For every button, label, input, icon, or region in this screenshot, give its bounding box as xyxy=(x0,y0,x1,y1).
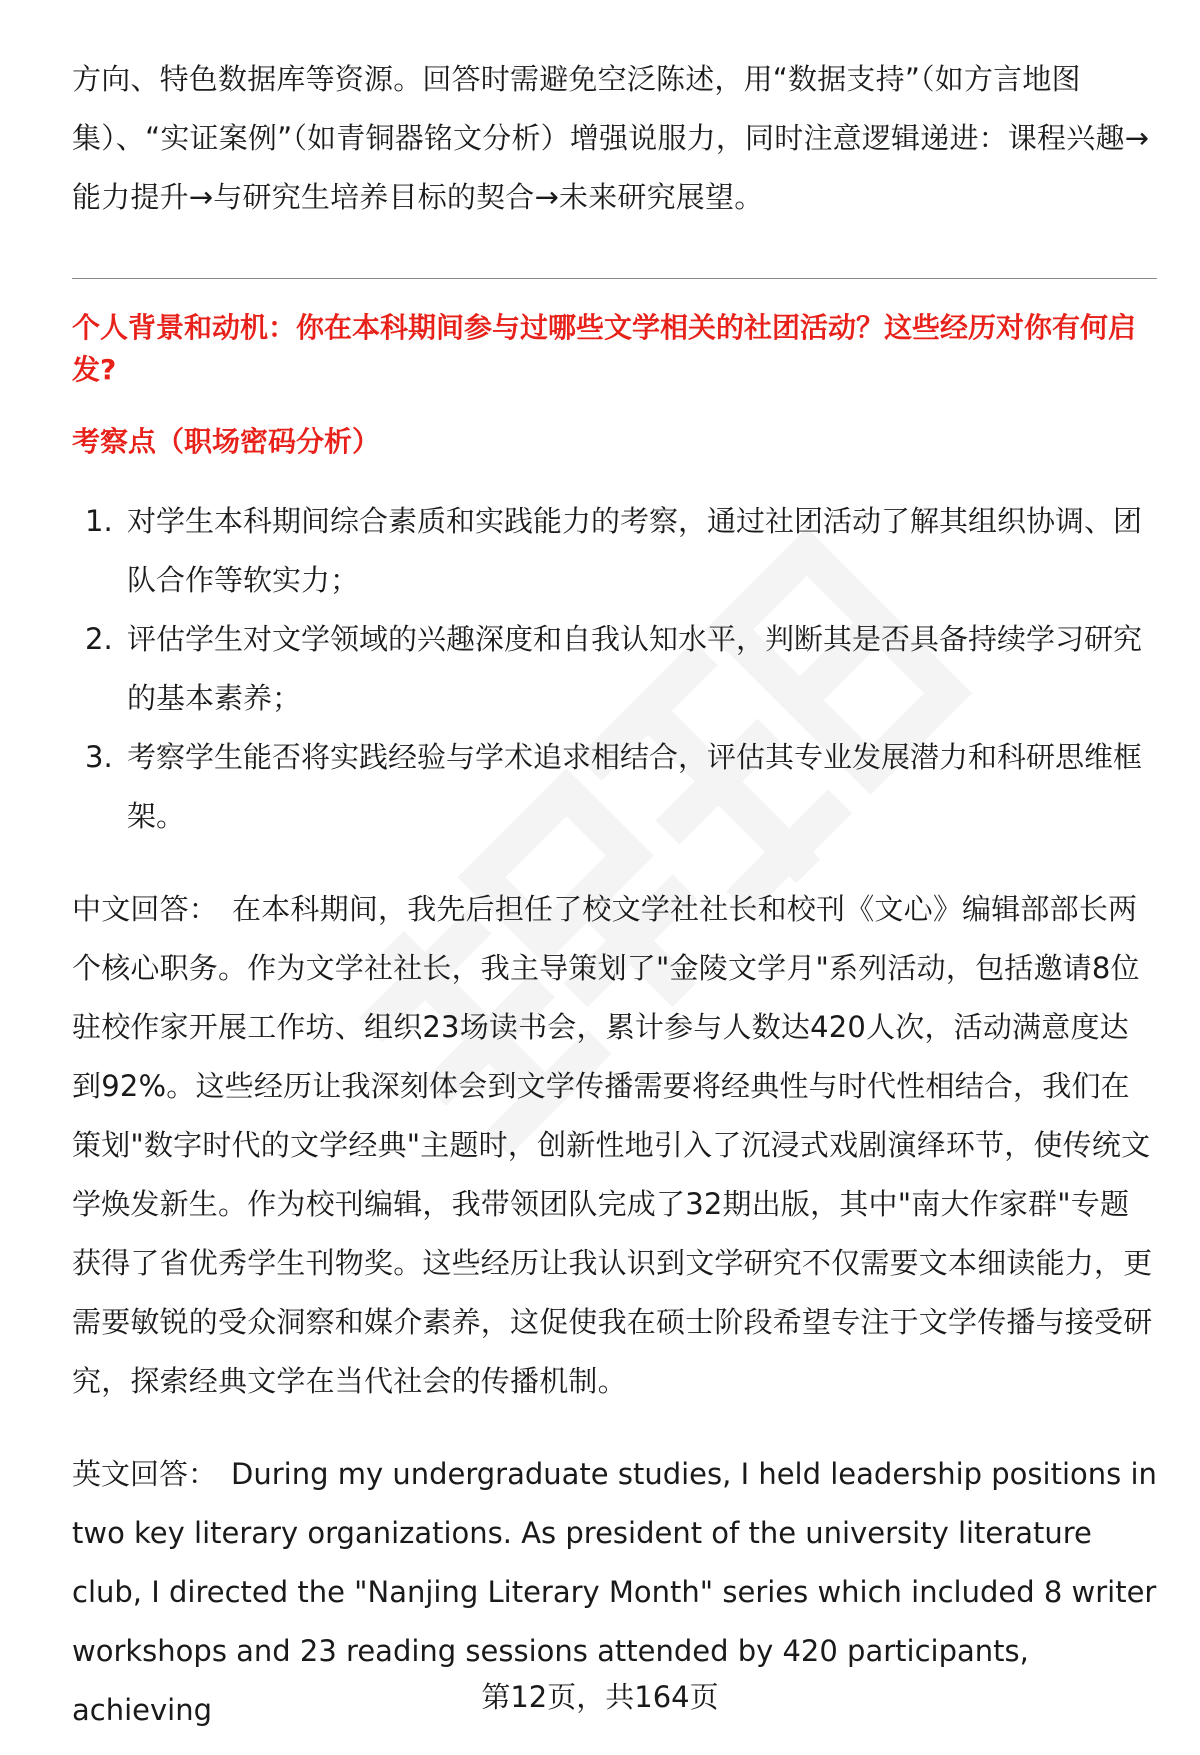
list-item xyxy=(72,610,1152,728)
list-item-text: 对学生本科期间综合素质和实践能力的考察，通过社团活动了解其组织协调、团队合作等软实力； xyxy=(127,504,1143,597)
chinese-answer-label: 中文回答： xyxy=(72,892,219,926)
list-item-number: 2. xyxy=(85,622,113,656)
list-item-number: 1. xyxy=(85,504,113,538)
focus-points-list xyxy=(72,492,1152,846)
document-page xyxy=(72,0,1157,1755)
focus-points-title: 考察点（职场密码分析） xyxy=(72,425,381,458)
list-item-number: 3. xyxy=(85,740,113,774)
chinese-answer xyxy=(72,880,1157,1411)
question-heading: 个人背景和动机：你在本科期间参与过哪些文学相关的社团活动？这些经历对你有何启发? xyxy=(72,311,1137,386)
list-item xyxy=(72,728,1152,846)
list-item xyxy=(72,492,1152,610)
chinese-answer-text: 在本科期间，我先后担任了校文学社社长和校刊《文心》编辑部部长两个核心职务。作为文学社社长，我主导策划了"金陵文学月"系列活动，包括邀请8位驻校作家开展工作坊、组织23场读书会，累计参与人数达420人次，活动满意度达到92%。这些经历让我深刻体会到文学传播需要将经典性与时代性相结合，我们在策划"数字时代的文学经典"主题时，创新性地引入了沉浸式戏剧演绎环节，使传统文学焕发新生。作为校刊编辑，我带领团队完成了32期出版，其中"南大作家群"专题获得了省优秀学生刊物奖。这些经历让我认识到文学研究不仅需要文本细读能力，更需要敏锐的受众洞察和媒介素养，这促使我在硕士阶段希望专注于文学传播与接受研究，探索经典文学在当代社会的传播机制。 xyxy=(72,892,1153,1398)
list-item-text: 考察学生能否将实践经验与学术追求相结合，评估其专业发展潜力和科研思维框架。 xyxy=(127,740,1143,833)
page-number-footer: 第12页，共164页 xyxy=(481,1680,719,1714)
list-item-text: 评估学生对文学领域的兴趣深度和自我认知水平，判断其是否具备持续学习研究的基本素养； xyxy=(127,622,1143,715)
intro-paragraph: 方向、特色数据库等资源。回答时需避免空泛陈述，用“数据支持”（如方言地图集）、“实证案例”（如青铜器铭文分析）增强说服力，同时注意逻辑递进：课程兴趣→能力提升→与研究生培养目标的契合→未来研究展望。 xyxy=(72,62,1150,214)
section-divider xyxy=(72,278,1157,279)
english-answer-text: During my undergraduate studies, I held leadership positions in two key literary organizations. As president of the university literature club, I directed the "Nanjing Literary Month" series which included 8 writer workshops and 23 reading sessions attended by 420 participants, achieving xyxy=(72,1457,1157,1727)
english-answer-label: 英文回答： xyxy=(72,1457,218,1491)
